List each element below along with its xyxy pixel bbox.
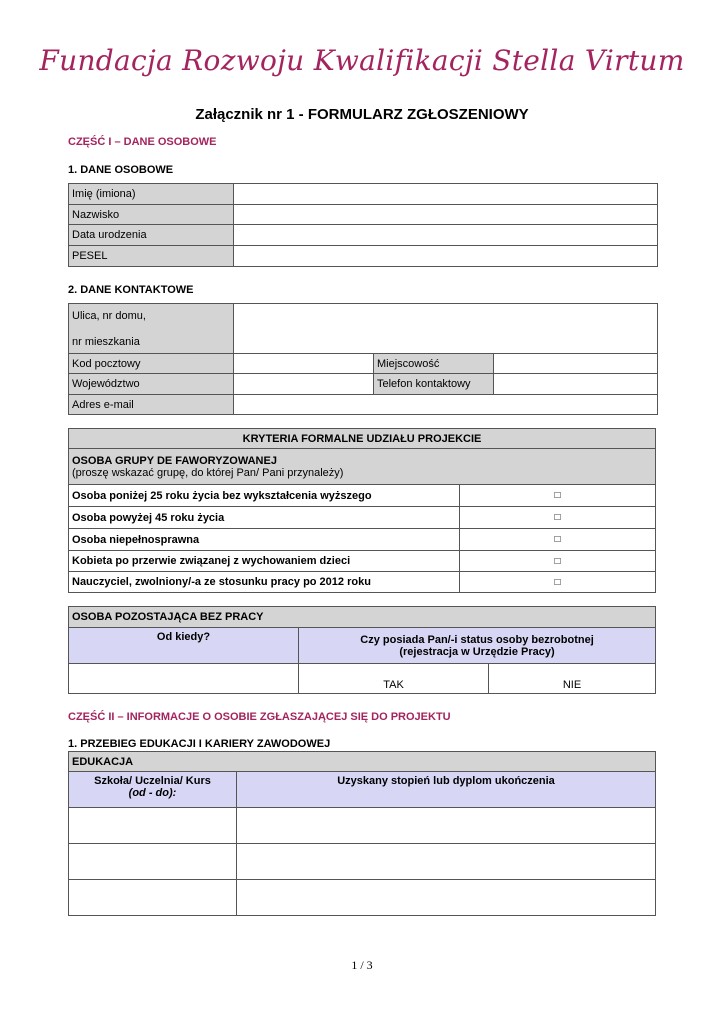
degree-column-header: Uzyskany stopień lub dyplom ukończenia: [237, 772, 656, 808]
foundation-logo: Fundacja Rozwoju Kwalifikacji Stella Virtum: [39, 44, 685, 77]
criteria-checkbox[interactable]: □: [460, 485, 656, 507]
part2-heading: CZĘŚĆ II – INFORMACJE O OSOBIE ZGŁASZAJĄCEJ SIĘ DO PROJEKTU: [68, 711, 451, 723]
unemployed-status-label: [299, 628, 656, 664]
page-number: 1 / 3: [351, 958, 373, 972]
criteria-checkbox[interactable]: □: [460, 507, 656, 529]
contact-data-table: [68, 303, 658, 415]
last-name-label: Nazwisko: [69, 205, 234, 225]
criteria-checkbox[interactable]: □: [460, 529, 656, 551]
unemployed-table: [68, 606, 656, 694]
document-title: Załącznik nr 1 - FORMULARZ ZGŁOSZENIOWY: [195, 106, 529, 123]
street-label-line1: Ulica, nr domu,: [72, 310, 146, 322]
street-label: [69, 304, 234, 354]
phone-label: Telefon kontaktowy: [374, 374, 494, 395]
street-label-line2: nr mieszkania: [72, 336, 140, 348]
email-field[interactable]: [234, 395, 658, 415]
career-heading: 1. PRZEBIEG EDUKACJI I KARIERY ZAWODOWEJ: [68, 738, 331, 750]
degree-field[interactable]: [237, 808, 656, 844]
unemployed-no-option[interactable]: NIE: [489, 664, 656, 694]
personal-data-heading: 1. DANE OSOBOWE: [68, 164, 174, 176]
part1-heading: CZĘŚĆ I – DANE OSOBOWE: [68, 136, 217, 148]
personal-data-table: [68, 183, 658, 267]
criteria-checkbox[interactable]: □: [460, 572, 656, 593]
criteria-title: KRYTERIA FORMALNE UDZIAŁU PROJEKCIE: [69, 429, 656, 449]
province-field[interactable]: [234, 374, 374, 395]
postal-code-field[interactable]: [234, 354, 374, 374]
criteria-option-label: Osoba powyżej 45 roku życia: [69, 507, 460, 529]
favoured-group-note: (proszę wskazać grupę, do której Pan/ Pani przynależy): [72, 466, 344, 479]
education-table: [68, 751, 656, 916]
birth-date-label: Data urodzenia: [69, 225, 234, 246]
degree-field[interactable]: [237, 844, 656, 880]
pesel-field[interactable]: [234, 246, 658, 267]
unemployed-since-label: Od kiedy?: [69, 628, 299, 664]
education-title: EDUKACJA: [69, 752, 656, 772]
unemployed-yes-option[interactable]: TAK: [299, 664, 489, 694]
school-field[interactable]: [69, 880, 237, 916]
favoured-group-title: OSOBA GRUPY DE FAWORYZOWANEJ: [72, 454, 277, 467]
criteria-option-label: Kobieta po przerwie związanej z wychowaniem dzieci: [69, 551, 460, 572]
contact-data-heading: 2. DANE KONTAKTOWE: [68, 284, 194, 296]
province-label: Województwo: [69, 374, 234, 395]
criteria-option-label: Osoba poniżej 25 roku życia bez wykształcenia wyższego: [69, 485, 460, 507]
unemployed-status-line2: (rejestracja w Urzędzie Pracy): [399, 645, 555, 658]
birth-date-field[interactable]: [234, 225, 658, 246]
degree-field[interactable]: [237, 880, 656, 916]
postal-code-label: Kod pocztowy: [69, 354, 234, 374]
email-label: Adres e-mail: [69, 395, 234, 415]
pesel-label: PESEL: [69, 246, 234, 267]
street-field[interactable]: [234, 304, 658, 354]
city-field[interactable]: [494, 354, 658, 374]
school-column-header: [69, 772, 237, 808]
criteria-option-label: Osoba niepełnosprawna: [69, 529, 460, 551]
last-name-field[interactable]: [234, 205, 658, 225]
unemployed-title: OSOBA POZOSTAJĄCA BEZ PRACY: [69, 607, 656, 628]
school-field[interactable]: [69, 808, 237, 844]
city-label: Miejscowość: [374, 354, 494, 374]
first-name-label: Imię (imiona): [69, 184, 234, 205]
school-field[interactable]: [69, 844, 237, 880]
school-header-line1: Szkoła/ Uczelnia/ Kurs: [94, 775, 211, 787]
criteria-option-label: Nauczyciel, zwolniony/-a ze stosunku pracy po 2012 roku: [69, 572, 460, 593]
first-name-field[interactable]: [234, 184, 658, 205]
criteria-table: [68, 428, 656, 593]
favoured-group-header: [69, 449, 656, 485]
school-header-line2: (od - do):: [128, 787, 177, 799]
unemployed-status-line1: Czy posiada Pan/-i status osoby bezrobotnej: [360, 633, 594, 646]
unemployed-since-field[interactable]: [69, 664, 299, 694]
phone-field[interactable]: [494, 374, 658, 395]
criteria-checkbox[interactable]: □: [460, 551, 656, 572]
